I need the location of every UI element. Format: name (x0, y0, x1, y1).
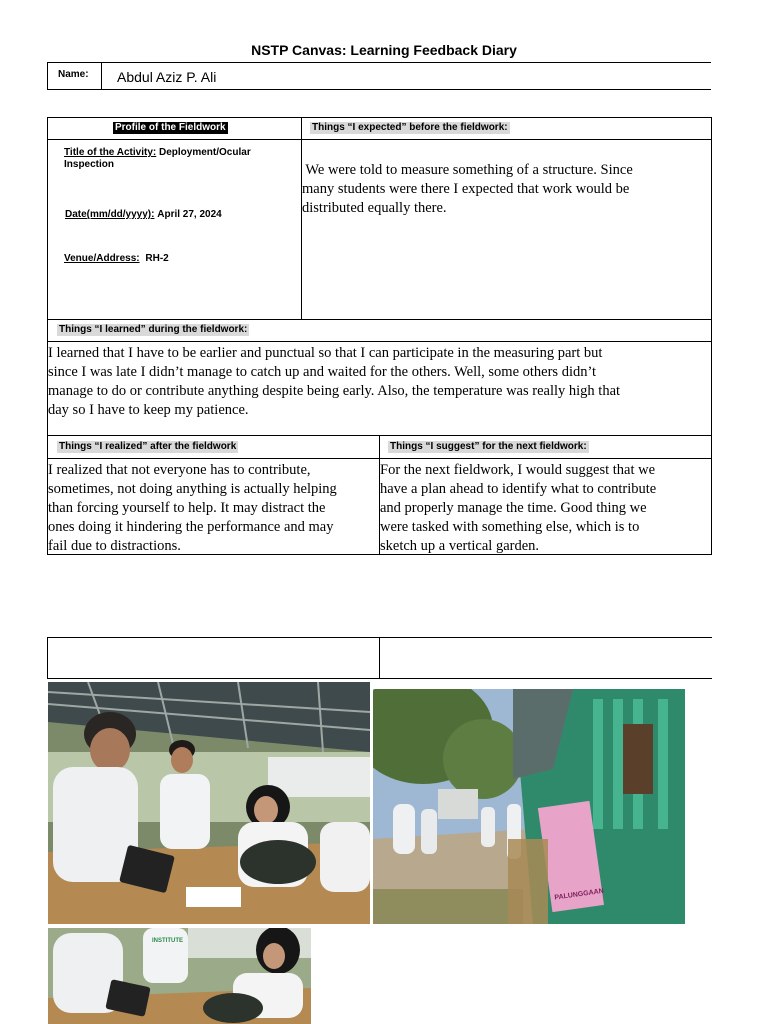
fieldwork-photo-students-table (48, 682, 370, 924)
learned-header: Things “I learned” during the fieldwork: (59, 324, 248, 335)
suggest-text: For the next fieldwork, I would suggest that we have a plan ahead to identify what to contribute and properly manage the time. Good thing we were tasked with something else, which is to sketch up a vertical garden. (380, 462, 657, 554)
activity-date (65, 209, 222, 221)
poster-text: PALUNGGAAN (554, 887, 605, 902)
name-label: Name: (47, 63, 102, 89)
suggest-header: Things “I suggest” for the next fieldwork: (390, 441, 587, 452)
date-label: Date(mm/dd/yyyy): (65, 209, 155, 220)
activity-title (64, 147, 294, 171)
activity-value-2: Inspection (64, 159, 115, 170)
profile-header: Profile of the Fieldwork (115, 122, 226, 133)
activity-venue (64, 253, 169, 265)
activity-value: Deployment/Ocular (159, 147, 251, 158)
expected-text: We were told to measure something of a structure. Since many students were there I expected that work would be distributed equally there. (302, 162, 633, 216)
document-title: NSTP Canvas: Learning Feedback Diary (251, 42, 517, 58)
realized-text: I realized that not everyone has to contribute, sometimes, not doing anything is actually helping than forcing yourself to help. It may distract the ones doing it hindering the performance and may fail due to distractions. (48, 462, 337, 554)
learned-text: I learned that I have to be earlier and punctual so that I can participate in the measuring part but since I was late I didn’t manage to catch up and waited for the others. Well, some others didn’t manage to do or contribute anything despite being early. Also, the temperature was really high that day so I have to keep my patience. (48, 345, 621, 418)
shirt-text: INSTITUTE (152, 938, 183, 944)
fieldwork-photo-green-building (373, 689, 685, 924)
venue-value: RH-2 (145, 253, 169, 264)
name-row (47, 62, 711, 90)
name-value: Abdul Aziz P. Ali (117, 69, 217, 85)
venue-label: Venue/Address: (64, 253, 140, 264)
activity-label: Title of the Activity: (64, 147, 157, 158)
expected-header: Things “I expected” before the fieldwork: (312, 122, 508, 133)
date-value: April 27, 2024 (157, 209, 222, 220)
fieldwork-photo-students-table-2 (48, 928, 311, 1024)
realized-header: Things “I realized” after the fieldwork (59, 441, 237, 452)
